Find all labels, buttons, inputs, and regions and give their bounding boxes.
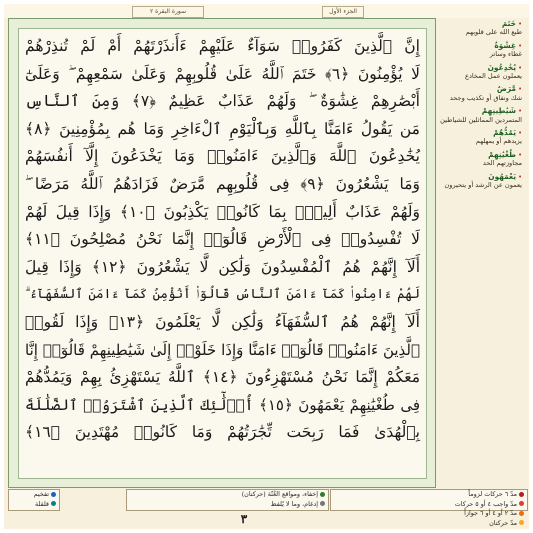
glossary-word: يَمُدُّهُمْ bbox=[493, 128, 516, 138]
glossary-meaning: يعملون عمل المخادع bbox=[465, 72, 522, 81]
legend-madd bbox=[330, 489, 528, 527]
legend-entry bbox=[12, 490, 56, 500]
ayah-line: وَلَهُمْ عَذَابٌ أَلِيمٌۢ بِمَا كَانُوا۟ يَكْذِبُونَ ﴿١٠﴾ وَإِذَا قِيلَ لَهُمْ bbox=[25, 202, 421, 221]
ayah-line: بِٱلْهُدَىٰ فَمَا رَبِحَت تِّجَٰرَتُهُمْ وَمَا كَانُوا۟ مُهْتَدِينَ ﴿١٦﴾ bbox=[25, 423, 420, 442]
ayah-line: لَا تُفْسِدُوا۟ فِى ٱلْأَرْضِ قَالُوٓا۟ إِنَّمَا نَحْنُ مُصْلِحُونَ ﴿١١﴾ bbox=[25, 230, 420, 249]
ayah-lines bbox=[25, 33, 420, 447]
ayah-line: أَبْصَٰرِهِمْ غِشَٰوَةٌ ۖ وَلَهُمْ عَذَابٌ عَظِيمٌ ﴿٧﴾ وَمِنَ ٱلنَّاسِ bbox=[25, 92, 420, 111]
legend-entry bbox=[334, 500, 524, 510]
juz-label: الجزء الأول bbox=[322, 6, 364, 18]
glossary-word: مَّرَضٌ bbox=[496, 84, 516, 94]
legend-entry bbox=[12, 500, 56, 510]
legend-text: إدغام، وما لا يُلفظ bbox=[270, 499, 318, 508]
glossary-column bbox=[438, 18, 526, 486]
legend-text: مدّ واجب ٤ أو ٥ حركات bbox=[454, 499, 517, 508]
legend-ghunna bbox=[126, 489, 329, 511]
bullet-icon: • bbox=[516, 172, 522, 181]
ayah-line: لَا يُؤْمِنُونَ ﴿٦﴾ خَتَمَ ٱللَّهُ عَلَىٰ قُلُوبِهِمْ وَعَلَىٰ سَمْعِهِمْ ۖ وَعَلَىٰٓ bbox=[25, 64, 420, 83]
legend-entry bbox=[130, 490, 325, 500]
legend-text: قلقلة bbox=[35, 499, 49, 508]
glossary-meaning: يعمون عن الرشد أو يتحيرون bbox=[444, 181, 522, 190]
bullet-icon: • bbox=[516, 150, 522, 159]
bullet-icon: • bbox=[516, 107, 522, 116]
glossary-item bbox=[438, 40, 526, 62]
color-dot-icon bbox=[51, 492, 56, 497]
surah-label: سورة البقرة ٢ bbox=[132, 6, 204, 18]
glossary-word: خَتَمَ bbox=[501, 19, 516, 28]
bullet-icon: • bbox=[516, 63, 522, 72]
bullet-icon: • bbox=[516, 41, 522, 50]
glossary-meaning: غطاء وساتر bbox=[489, 50, 522, 59]
ayah-line: أَلَآ إِنَّهُمْ هُمُ ٱلْمُفْسِدُونَ وَلَٰكِن لَّا يَشْعُرُونَ ﴿١٢﴾ وَإِذَا قِيلَ bbox=[25, 257, 421, 276]
color-dot-icon bbox=[51, 501, 56, 506]
glossary-word: شَيَٰطِينِهِمْ bbox=[481, 106, 516, 116]
page-number: ٣ bbox=[240, 512, 248, 526]
ayah-line: فِى طُغْيَٰنِهِمْ يَعْمَهُونَ ﴿١٥﴾ أُو۟لَٰٓئِكَ ٱلَّذِينَ ٱشْتَرَوُا۟ ٱلضَّلَٰلَةَ bbox=[25, 395, 420, 414]
page-header bbox=[4, 4, 529, 18]
glossary-item bbox=[438, 149, 526, 171]
glossary-meaning: طبع الله على قلوبهم bbox=[465, 28, 522, 37]
glossary-item bbox=[438, 171, 526, 193]
color-dot-icon bbox=[320, 501, 325, 506]
color-dot-icon bbox=[519, 492, 524, 497]
glossary-meaning: مجاوزتهم الحد bbox=[482, 159, 522, 168]
glossary-meaning: يزيدهم أو يمهلهم bbox=[475, 137, 522, 146]
legend-text: مدّ ٢ أو ٤ أو ٦ جوازاً bbox=[464, 509, 517, 518]
text-frame bbox=[8, 18, 436, 488]
ayah-line: أَلَآ إِنَّهُمْ هُمُ ٱلسُّفَهَآءُ وَلَٰكِن لَّا يَعْلَمُونَ ﴿١٣﴾ وَإِذَا لَقُوا۟ bbox=[25, 312, 420, 331]
glossary-meaning: المتمردين المماثلين للشياطين bbox=[440, 115, 522, 124]
ayah-line: مَعَكُمْ إِنَّمَا نَحْنُ مُسْتَهْزِءُونَ ﴿١٤﴾ ٱللَّهُ يَسْتَهْزِئُ بِهِمْ وَيَمُدُّهُمْ bbox=[25, 368, 420, 387]
mushaf-page bbox=[4, 4, 529, 529]
glossary-item bbox=[438, 18, 526, 40]
color-dot-icon bbox=[519, 501, 524, 506]
color-dot-icon bbox=[519, 520, 524, 525]
color-dot-icon bbox=[320, 492, 325, 497]
glossary-word: يَعْمَهُونَ bbox=[488, 171, 516, 181]
legend-entry bbox=[334, 519, 524, 529]
bullet-icon: • bbox=[516, 85, 522, 94]
legend-text: مدّ حركتان bbox=[489, 518, 517, 527]
legend-text: تفخيم bbox=[33, 490, 49, 498]
ayah-line: ٱلَّذِينَ ءَامَنُوا۟ قَالُوٓا۟ ءَامَنَّا وَإِذَا خَلَوْا۟ إِلَىٰ شَيَٰطِينِهِمْ قَالُوٓا۟ إِنَّا bbox=[25, 340, 420, 359]
glossary-item bbox=[438, 83, 526, 105]
legend-entry bbox=[130, 500, 325, 510]
glossary-meaning: شك ونفاق أو تكذيب وجحد bbox=[449, 93, 522, 102]
glossary-word: طُغْيَٰنِهِمْ bbox=[488, 149, 516, 159]
color-dot-icon bbox=[519, 511, 524, 516]
glossary-item bbox=[438, 62, 526, 84]
legend-text: مدّ ٦ حركات لزوماً bbox=[468, 490, 517, 498]
glossary-word: يُخَٰدِعُونَ bbox=[487, 62, 516, 72]
legend-other bbox=[8, 489, 60, 511]
tajweed-legend bbox=[8, 489, 526, 527]
ayah-line: مَن يَقُولُ ءَامَنَّا بِٱللَّهِ وَبِٱلْيَوْمِ ٱلْءَاخِرِ وَمَا هُم بِمُؤْمِنِينَ ﴿٨﴾ bbox=[25, 119, 420, 138]
legend-entry bbox=[334, 509, 524, 519]
ayah-line: وَمَا يَشْعُرُونَ ﴿٩﴾ فِى قُلُوبِهِم مَّرَضٌ فَزَادَهُمُ ٱللَّهُ مَرَضًا ۖ bbox=[25, 174, 420, 193]
glossary-item bbox=[438, 105, 526, 127]
bullet-icon: • bbox=[516, 129, 522, 138]
glossary-item bbox=[438, 127, 526, 149]
text-frame-inner bbox=[18, 28, 427, 479]
legend-entry bbox=[334, 490, 524, 500]
ayah-line: لَهُمْ ءَامِنُوا۟ كَمَآ ءَامَنَ ٱلنَّاسُ قَالُوٓا۟ أَنُؤْمِنُ كَمَآ ءَامَنَ ٱلسُّفَهَآءُ ۗ bbox=[25, 287, 420, 303]
legend-text: إخفاء، ومواقع الغُنّة (حركتان) bbox=[241, 490, 318, 498]
bullet-icon: • bbox=[516, 20, 522, 28]
ayah-line: إِنَّ ٱلَّذِينَ كَفَرُوا۟ سَوَآءٌ عَلَيْهِمْ ءَأَنذَرْتَهُمْ أَمْ لَمْ تُنذِرْهُمْ bbox=[25, 37, 420, 55]
glossary-word: غِشَٰوَةٌ bbox=[494, 40, 516, 50]
ayah-line: يُخَٰدِعُونَ ٱللَّهَ وَٱلَّذِينَ ءَامَنُوا۟ وَمَا يَخْدَعُونَ إِلَّآ أَنفُسَهُمْ bbox=[25, 147, 420, 166]
